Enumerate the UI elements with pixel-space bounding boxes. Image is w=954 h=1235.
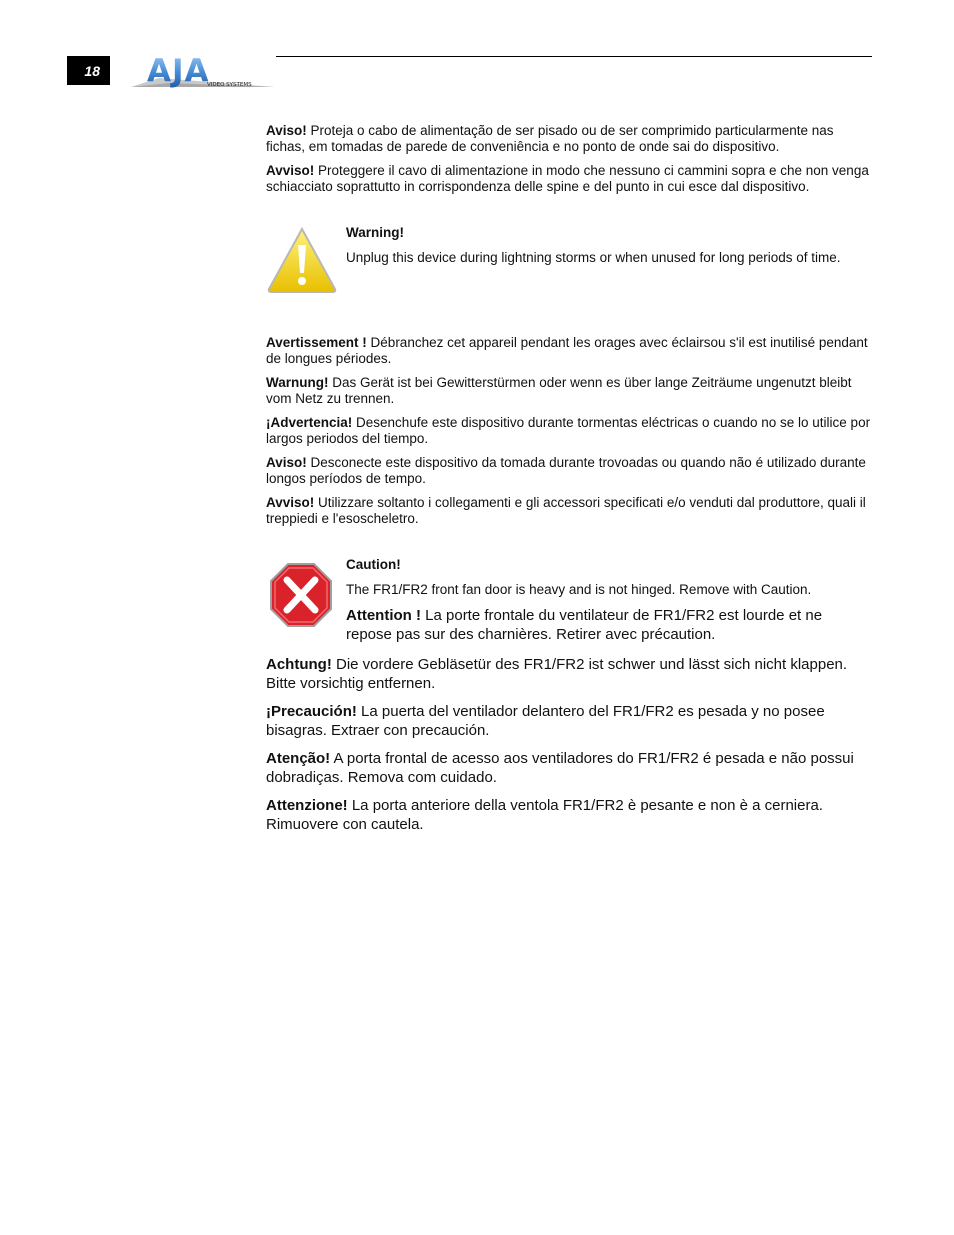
warning-notice [266, 225, 872, 317]
page-number [67, 56, 110, 85]
intro-paragraph-2 [266, 163, 872, 195]
intro-label-2: Avviso! [266, 163, 315, 178]
caution-notice [266, 557, 872, 647]
warning-translation-de [266, 375, 872, 407]
caution-translation-pt-text: A porta frontal de acesso aos ventiladores do FR1/FR2 é pesada e não possui dobradiças. Remova com cuidado. [266, 750, 854, 786]
warning-title: Warning! [346, 225, 404, 240]
caution-translation-de [266, 655, 872, 693]
warning-translations [266, 335, 872, 527]
caution-translation-es-text: La puerta del ventilador delantero del FR1/FR2 es pesada y no posee bisagras. Extraer con precaución. [266, 703, 825, 739]
warning-translation-pt-text: Desconecte este dispositivo da tomada durante trovoadas ou quando não é utilizado durante longos períodos de tempo. [266, 455, 866, 486]
warning-translation-de-label: Warnung! [266, 375, 329, 390]
caution-translation-pt [266, 749, 872, 787]
header-rule [276, 56, 872, 57]
caution-translation-fr [346, 606, 872, 644]
warning-translation-it-text: Utilizzare soltanto i collegamenti e gli accessori specificati e/o venduti dal produttore, quali il treppiedi e l'esoscheletro. [266, 495, 866, 526]
warning-translation-es-text: Desenchufe este dispositivo durante tormentas eléctricas o cuando no se lo utilice por largos periodos del tiempo. [266, 415, 871, 446]
intro-text-1: Proteja o cabo de alimentação de ser pisado ou de ser comprimido particularmente nas fichas, em tomadas de parede de conveniência e no ponto de onde sai do dispositivo. [266, 123, 834, 154]
logo-subtext: VIDEO SYSTEMS [207, 82, 252, 88]
caution-translation-fr-text: La porte frontale du ventilateur de FR1/FR2 est lourde et ne repose pas sur des charnières. Retirer avec précaution. [346, 607, 823, 643]
intro-label-1: Aviso! [266, 123, 307, 138]
warning-translation-fr [266, 335, 872, 367]
warning-body [346, 225, 872, 266]
caution-translation-it [266, 796, 872, 834]
stop-x-icon [269, 562, 333, 633]
warning-translation-es [266, 415, 872, 447]
caution-translation-it-text: La porta anteriore della ventola FR1/FR2 è pesante e non è a cerniera. Rimuovere con cautela. [266, 797, 823, 833]
intro-text-2: Proteggere il cavo di alimentazione in modo che nessuno ci cammini sopra e che non venga schiacciato soprattutto in corrispondenza delle spine e del punto in cui esce dal dispositivo. [266, 163, 869, 194]
warning-translation-pt [266, 455, 872, 487]
aja-logo-graphic [129, 54, 275, 90]
page-content [266, 123, 872, 843]
caution-translation-es-label: ¡Precaución! [266, 703, 357, 720]
caution-title: Caution! [346, 557, 401, 572]
caution-translations [266, 655, 872, 834]
caution-translation-fr-label: Attention ! [346, 607, 421, 624]
aja-logo [129, 54, 275, 90]
caution-translation-de-text: Die vordere Gebläsetür des FR1/FR2 ist schwer und lässt sich nicht klappen. Bitte vorsichtig entfernen. [266, 656, 848, 692]
intro-paragraph-1 [266, 123, 872, 155]
warning-translation-it-label: Avviso! [266, 495, 315, 510]
warning-translation-fr-label: Avertissement ! [266, 335, 367, 350]
warning-triangle-icon [266, 225, 338, 300]
warning-translation-pt-label: Aviso! [266, 455, 307, 470]
warning-text: Unplug this device during lightning storms or when unused for long periods of time. [346, 250, 841, 265]
caution-translation-de-label: Achtung! [266, 656, 332, 673]
caution-translation-it-label: Attenzione! [266, 797, 348, 814]
page-number-text: 18 [84, 62, 100, 79]
warning-translation-fr-text: Débranchez cet appareil pendant les orages avec éclairsou s'il est inutilisé pendant de longues périodes. [266, 335, 868, 366]
caution-translation-es [266, 702, 872, 740]
warning-translation-de-text: Das Gerät ist bei Gewitterstürmen oder wenn es über lange Zeiträume ungenutzt bleibt vom Netz zu trennen. [266, 375, 852, 406]
caution-text: The FR1/FR2 front fan door is heavy and is not hinged. Remove with Caution. [346, 582, 812, 597]
caution-body [346, 557, 872, 644]
logo-wordmark: AJA [147, 54, 210, 89]
warning-translation-es-label: ¡Advertencia! [266, 415, 353, 430]
warning-translation-it [266, 495, 872, 527]
caution-translation-pt-label: Atenção! [266, 750, 331, 767]
